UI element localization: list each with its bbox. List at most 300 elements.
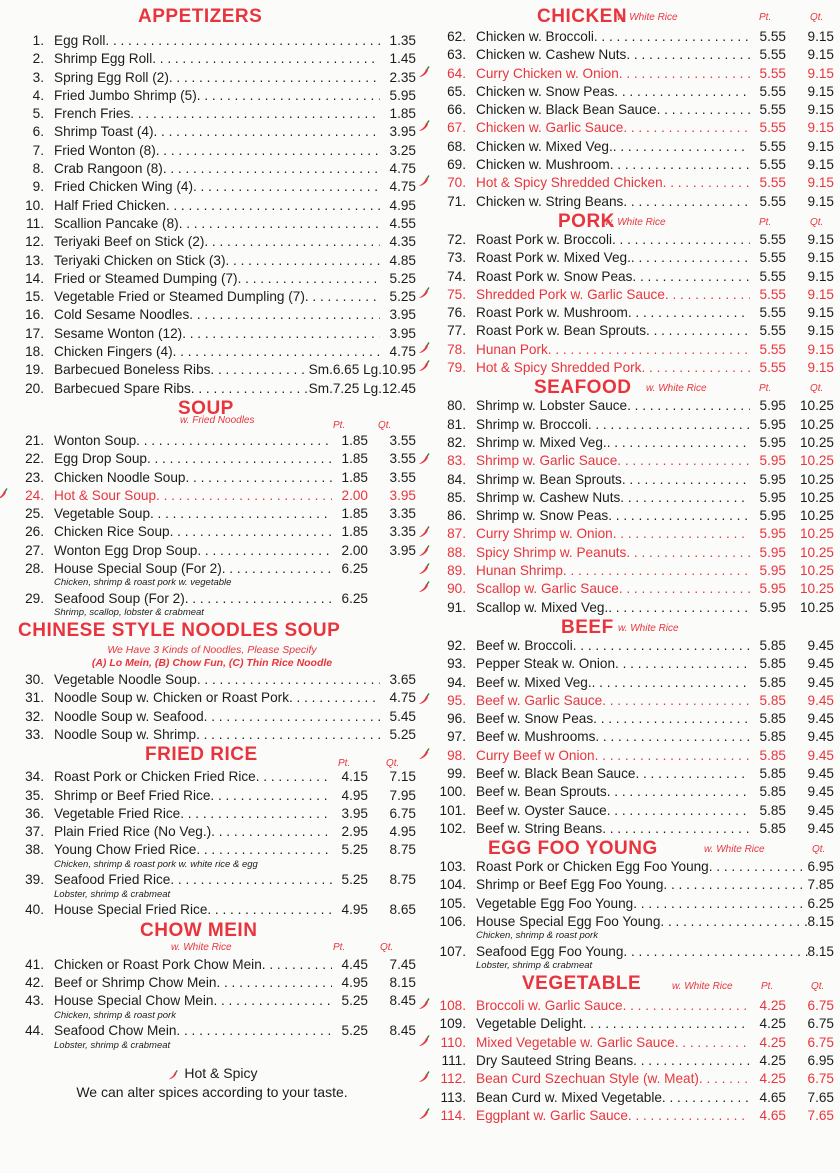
item-price-quart: 10.25 (799, 471, 834, 487)
item-body (476, 507, 834, 525)
item-price-quart: 6.75 (807, 1071, 834, 1087)
item-price-pint: 6.25 (341, 561, 368, 577)
item-name: Seafood Egg Foo Young (476, 944, 624, 960)
item-name: Shrimp or Beef Egg Foo Young (476, 877, 664, 893)
item-name: Shrimp w. Cashew Nuts (476, 489, 621, 505)
item-price-pint: 2.95 (341, 824, 368, 840)
leader-dots (610, 156, 750, 174)
item-price-quart: 9.45 (807, 656, 834, 672)
section-header-beef (430, 617, 834, 637)
item-body (476, 434, 834, 452)
menu-item (8, 841, 416, 871)
item-price-quart: 7.95 (389, 787, 416, 803)
leader-dots (238, 270, 380, 288)
item-description: Lobster, shrimp & crabmeat (54, 1039, 171, 1051)
item-name: Cold Sesame Noodles (54, 307, 190, 323)
leader-dots (156, 142, 380, 160)
item-body (476, 46, 834, 64)
menu-item (430, 765, 834, 783)
item-name: Crab Rangoon (8) (54, 161, 163, 177)
item-line (476, 525, 834, 543)
item-line (54, 523, 416, 541)
leader-dots (646, 322, 750, 340)
item-line (476, 876, 834, 894)
item-body (476, 783, 834, 801)
item-line (54, 50, 416, 68)
item-body (476, 599, 834, 617)
menu-item (8, 325, 416, 343)
item-line (54, 901, 416, 919)
item-number: 16. (25, 307, 44, 323)
item-body (476, 674, 834, 692)
hot-pepper-icon (418, 341, 430, 355)
item-body (476, 471, 834, 489)
item-price-pint: 3.25 (389, 142, 416, 158)
menu-item (430, 101, 834, 119)
item-price-quart: 10.25 (799, 489, 834, 505)
item-price-quart: 9.15 (807, 193, 834, 209)
item-price-pint: 3.65 (389, 672, 416, 688)
menu-item (430, 674, 834, 692)
item-line (54, 560, 416, 578)
section-header-appetizers (8, 6, 416, 32)
menu-item (430, 747, 834, 765)
section-note: w. White Rice (617, 12, 678, 23)
item-line (476, 65, 834, 83)
leader-dots (635, 765, 750, 783)
menu-item (430, 783, 834, 801)
menu-item (8, 505, 416, 523)
leader-dots (663, 876, 807, 894)
menu-item (430, 1107, 834, 1125)
menu-item (430, 28, 834, 46)
menu-item (8, 288, 416, 306)
item-line (54, 974, 416, 992)
item-line (476, 286, 834, 304)
menu-item (430, 452, 834, 470)
item-line (54, 956, 416, 974)
item-number: 15. (25, 289, 44, 305)
menu-item (8, 956, 416, 974)
menu-item (430, 46, 834, 64)
item-description: Chicken, shrimp & roast pork (54, 1009, 176, 1021)
item-name: Chicken w. Broccoli (476, 29, 594, 44)
item-line (54, 197, 416, 215)
item-name: Bean Curd Szechuan Style (w. Meat) (476, 1071, 699, 1087)
menu-item (430, 544, 834, 562)
item-line (476, 710, 834, 728)
item-name: Curry Beef w Onion (476, 747, 595, 763)
item-line (54, 768, 416, 786)
leader-dots (216, 974, 332, 992)
menu-item (8, 215, 416, 233)
item-price-pint: 5.95 (759, 398, 786, 414)
item-price-pint: 5.55 (759, 138, 786, 154)
leader-dots (196, 841, 332, 859)
menu-item (8, 523, 416, 541)
section-title: SEAFOOD (534, 377, 632, 399)
item-name: Vegetable Soup (54, 506, 150, 522)
menu-item (8, 671, 416, 689)
item-number: 7. (32, 142, 44, 158)
section-header-chinese-style-noodles-soup (8, 620, 416, 644)
pint-column-header: Pt. (761, 981, 774, 993)
leader-dots (153, 123, 380, 141)
item-body (54, 215, 416, 233)
item-price-quart: 6.75 (389, 805, 416, 821)
item-price-pint: 3.95 (389, 124, 416, 140)
item-line (54, 992, 416, 1010)
item-price-quart: 8.15 (807, 944, 834, 960)
item-number: 89. (430, 562, 476, 580)
item-number: 38. (25, 842, 44, 858)
menu-item (8, 871, 416, 901)
quart-column-header: Qt. (810, 12, 824, 23)
item-number: 28. (25, 561, 44, 577)
item-body (476, 489, 834, 507)
item-name: Broccoli w. Garlic Sauce (476, 998, 623, 1014)
item-line (54, 87, 416, 105)
menu-item (430, 820, 834, 838)
item-price-pint: 4.25 (759, 1052, 786, 1068)
item-number: 77. (447, 323, 466, 339)
item-number: 73. (447, 250, 466, 266)
item-price-quart: 7.85 (807, 877, 834, 893)
item-line (54, 380, 416, 398)
item-line (54, 726, 416, 744)
item-name: Chicken Rice Soup (54, 524, 170, 540)
item-name: Noodle Soup w. Shrimp (54, 726, 197, 742)
menu-item (430, 304, 834, 322)
item-number: 21. (25, 432, 44, 448)
item-name: Scallop w. Mixed Veg. (476, 599, 609, 615)
item-price-pint: 5.85 (759, 711, 786, 727)
item-price-quart: 6.75 (807, 1016, 834, 1032)
leader-dots (583, 1015, 750, 1033)
leader-dots (657, 101, 750, 119)
item-name: Shrimp w. Garlic Sauce (476, 453, 618, 469)
item-name: Young Chow Fried Rice (54, 842, 197, 858)
item-price-pint: 4.85 (389, 252, 416, 268)
item-body (476, 65, 834, 83)
item-price-quart: 3.55 (389, 451, 416, 467)
leader-dots (593, 710, 750, 728)
menu-item (8, 87, 416, 105)
item-price-quart: 9.15 (807, 268, 834, 284)
menu-item (8, 197, 416, 215)
item-body (54, 450, 416, 468)
menu-item (8, 432, 416, 450)
section-title: EGG FOO YOUNG (488, 838, 658, 860)
item-number: 93. (447, 656, 466, 672)
item-number: 37. (25, 824, 44, 840)
menu-item (430, 858, 834, 876)
item-price-pint: 5.55 (759, 47, 786, 63)
item-price-pint: 5.95 (759, 599, 786, 615)
item-body (476, 286, 834, 304)
item-number: 88. (430, 544, 476, 562)
menu-item (8, 689, 416, 707)
item-name: Egg Drop Soup (54, 451, 147, 467)
item-number: 43. (25, 993, 44, 1009)
item-line (54, 805, 416, 823)
section-note: w. White Rice (618, 622, 679, 634)
item-number: 62. (447, 29, 466, 44)
item-body (476, 728, 834, 746)
item-name: Chicken w. Cashew Nuts (476, 47, 627, 63)
item-price-pint: 3.95 (389, 325, 416, 341)
item-number: 6. (32, 124, 44, 140)
item-body (476, 692, 834, 710)
menu-column-right (430, 6, 834, 1125)
item-body (476, 1034, 834, 1052)
item-name: Shrimp w. Snow Peas (476, 508, 609, 524)
section-title: CHICKEN (537, 6, 628, 27)
menu-item (8, 1022, 416, 1052)
item-price-pint: 5.25 (389, 270, 416, 286)
item-price-pint: 5.55 (759, 323, 786, 339)
menu-item (8, 32, 416, 50)
item-name: Beef w. Black Bean Sauce (476, 765, 636, 781)
item-body (476, 710, 834, 728)
item-price-quart: 9.45 (807, 711, 834, 727)
item-price-quart: 10.25 (799, 398, 834, 414)
item-price-pint: 4.65 (759, 1089, 786, 1105)
item-name: Shrimp w. Lobster Sauce (476, 398, 628, 414)
item-number: 27. (25, 542, 44, 558)
item-price-pint: 5.95 (759, 471, 786, 487)
item-name: Beef w. String Beans (476, 820, 603, 836)
item-price-pint: 5.95 (759, 508, 786, 524)
item-number: 69. (447, 157, 466, 173)
item-price-pint: 5.85 (759, 656, 786, 672)
menu-item (8, 450, 416, 468)
item-body (476, 997, 834, 1015)
item-name: House Special Soup (For 2) (54, 561, 222, 577)
item-price-quart: 3.55 (389, 469, 416, 485)
item-line (54, 841, 416, 859)
section-title: APPETIZERS (138, 6, 263, 27)
item-price-pint: 2.35 (389, 69, 416, 85)
item-price-pint: 5.85 (759, 820, 786, 836)
item-number: 12. (25, 234, 44, 250)
item-line (54, 160, 416, 178)
leader-dots (641, 359, 750, 377)
item-name: Vegetable Delight (476, 1016, 583, 1032)
item-line (476, 562, 834, 580)
leader-dots (709, 858, 808, 876)
menu-item (430, 416, 834, 434)
item-body (54, 487, 416, 505)
leader-dots (613, 525, 750, 543)
item-body (476, 876, 834, 894)
leader-dots (626, 46, 750, 64)
menu-item (8, 306, 416, 324)
leader-dots (179, 215, 380, 233)
item-number: 72. (447, 231, 466, 247)
item-body (54, 542, 416, 560)
item-price-pint: 4.25 (759, 1016, 786, 1032)
hot-pepper-icon (418, 65, 430, 79)
section-subnote: We Have 3 Kinds of Noodles, Please Specify (107, 644, 317, 657)
leader-dots (305, 288, 380, 306)
item-price-quart: 3.95 (389, 487, 416, 503)
leader-dots (176, 1022, 332, 1040)
item-name: Half Fried Chicken (54, 197, 166, 213)
item-price-quart: 9.45 (807, 802, 834, 818)
menu-item (8, 69, 416, 87)
item-number: 24. (8, 487, 54, 505)
leader-dots (675, 1034, 750, 1052)
hot-pepper-icon (418, 1107, 430, 1121)
leader-dots (595, 747, 750, 765)
item-line (54, 361, 416, 379)
item-price-quart: 9.45 (807, 729, 834, 745)
item-body (476, 913, 834, 941)
item-line (476, 943, 834, 961)
item-number: 9. (32, 179, 44, 195)
item-line (54, 432, 416, 450)
item-number: 22. (25, 451, 44, 467)
item-number: 104. (439, 877, 466, 893)
section-header-vegetable (430, 973, 834, 997)
leader-dots (602, 820, 750, 838)
leader-dots (631, 249, 750, 267)
item-number: 90. (430, 580, 476, 598)
leader-dots (619, 65, 750, 83)
item-price-pint: 5.85 (759, 692, 786, 708)
item-number: 31. (25, 690, 44, 706)
menu-item (430, 174, 834, 192)
item-price-pint: 4.75 (389, 161, 416, 177)
leader-dots (213, 992, 332, 1010)
leader-dots (613, 138, 750, 156)
item-body (54, 105, 416, 123)
item-number: 87. (430, 525, 476, 543)
leader-dots (189, 306, 380, 324)
item-body (476, 83, 834, 101)
item-body (476, 1015, 834, 1033)
item-number: 76. (447, 305, 466, 321)
leader-dots (163, 160, 380, 178)
item-line (54, 270, 416, 288)
menu-item (430, 489, 834, 507)
leader-dots (632, 268, 750, 286)
item-price-pint: 1.45 (389, 51, 416, 67)
item-price-quart: 8.15 (389, 974, 416, 990)
leader-dots (665, 286, 750, 304)
item-line (476, 895, 834, 913)
item-description: Shrimp, scallop, lobster & crabmeat (54, 607, 204, 619)
hot-pepper-icon (418, 544, 430, 558)
item-price-pint: 4.75 (389, 690, 416, 706)
pint-column-header: Pt. (333, 941, 346, 953)
item-number: 99. (447, 765, 466, 781)
menu-item (8, 233, 416, 251)
menu-item (8, 50, 416, 68)
hot-pepper-icon (418, 1070, 430, 1084)
item-number: 34. (25, 769, 44, 785)
leader-dots (130, 105, 380, 123)
item-body (54, 69, 416, 87)
section-title: BEEF (561, 616, 614, 638)
item-line (54, 505, 416, 523)
item-body (476, 249, 834, 267)
item-body (54, 871, 416, 899)
item-description: Chicken, shrimp & roast pork w. vegetable (54, 577, 232, 589)
leader-dots (289, 689, 380, 707)
item-line (476, 544, 834, 562)
leader-dots (156, 487, 332, 505)
item-price-quart: 9.45 (807, 784, 834, 800)
item-price-pint: 4.25 (759, 1071, 786, 1087)
item-name: Chicken Fingers (4) (54, 344, 173, 360)
item-body (54, 87, 416, 105)
item-price-quart: 6.75 (807, 998, 834, 1014)
item-line (476, 359, 834, 377)
item-body (54, 992, 416, 1020)
leader-dots (627, 397, 750, 415)
item-body (476, 322, 834, 340)
item-name: Beef or Shrimp Chow Mein (54, 974, 217, 990)
item-body (476, 1089, 834, 1107)
item-line (476, 156, 834, 174)
item-body (54, 361, 416, 379)
menu-item (430, 341, 834, 359)
hot-pepper-icon (418, 452, 430, 466)
item-body (54, 197, 416, 215)
section-subnote: (A) Lo Mein, (B) Chow Fun, (C) Thin Rice Noodle (91, 657, 333, 670)
item-name: Shredded Pork w. Garlic Sauce (476, 286, 665, 302)
item-body (476, 452, 834, 470)
item-price-quart: 8.15 (807, 914, 834, 930)
leader-dots (191, 380, 309, 398)
menu-item (430, 119, 834, 137)
item-line (476, 1070, 834, 1088)
item-name: Beef w. Mushrooms (476, 729, 596, 745)
item-body (476, 341, 834, 359)
menu-item (430, 359, 834, 377)
item-number: 14. (25, 270, 44, 286)
leader-dots (256, 768, 332, 786)
menu-item (430, 802, 834, 820)
item-body (476, 359, 834, 377)
item-number: 44. (25, 1023, 44, 1039)
item-description: Chicken, shrimp & roast pork w. white rice & egg (54, 858, 258, 870)
item-name: Egg Roll (54, 33, 106, 48)
item-price-pint: 5.85 (759, 674, 786, 690)
section-header-pork (430, 211, 834, 231)
leader-dots (150, 505, 332, 523)
item-name: Shrimp w. Mixed Veg. (476, 434, 607, 450)
section-title: SOUP (178, 397, 234, 419)
menu-item (8, 270, 416, 288)
item-name: Hot & Sour Soup (54, 487, 157, 503)
quart-column-header: Qt. (810, 383, 824, 395)
item-number: 3. (32, 69, 44, 85)
leader-dots (620, 489, 750, 507)
item-price-quart: 3.35 (389, 506, 416, 522)
item-name: Wonton Egg Drop Soup (54, 542, 198, 558)
item-name: Eggplant w. Garlic Sauce (476, 1107, 628, 1123)
footer (8, 1064, 416, 1102)
item-line (54, 325, 416, 343)
leader-dots (662, 1089, 750, 1107)
item-price-quart: 8.75 (389, 842, 416, 858)
item-price-pint: 5.55 (759, 286, 786, 302)
leader-dots (699, 1070, 750, 1088)
item-price-pint: 5.95 (759, 544, 786, 560)
